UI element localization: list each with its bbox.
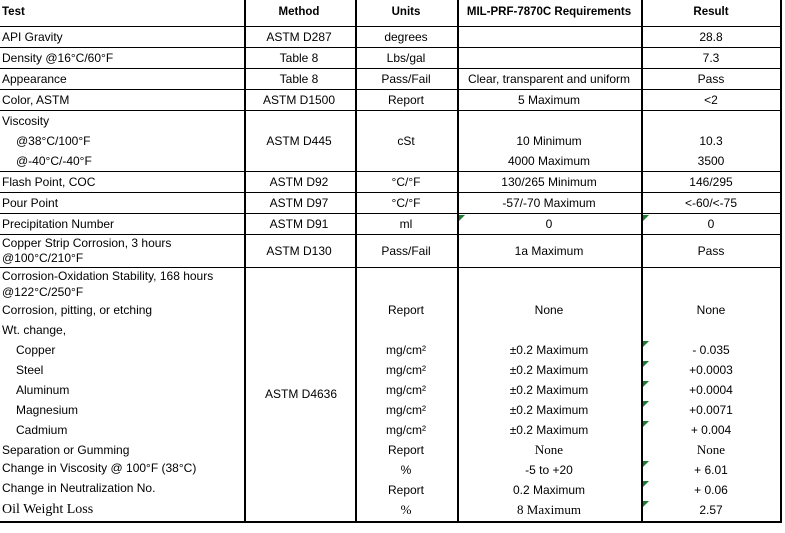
- units-density: Lbs/gal: [386, 51, 426, 65]
- metal-result: +0.0071: [689, 403, 733, 417]
- metal-units: mg/cm²: [386, 343, 426, 357]
- result-flash-point: 146/295: [689, 175, 733, 189]
- units-etching: Report: [387, 303, 425, 317]
- result-visc-change: + 6.01: [694, 463, 728, 477]
- metal-units: mg/cm²: [386, 403, 426, 417]
- units-color: Report: [387, 93, 425, 107]
- cell-marker-icon: [643, 481, 649, 487]
- req-visc-change: -5 to +20: [525, 463, 573, 477]
- cell-marker-icon: [643, 461, 649, 467]
- result-precipitation: 0: [707, 217, 715, 231]
- test-separation: Separation or Gumming: [2, 443, 130, 457]
- method-copper-strip: ASTM D130: [266, 244, 332, 258]
- result-oil-loss: 2.57: [699, 503, 723, 517]
- metal-result: +0.0004: [689, 383, 733, 397]
- row-divider: [0, 234, 782, 235]
- result-api-gravity: 28.8: [699, 30, 723, 44]
- wt-change-label: Wt. change,: [2, 323, 67, 337]
- req-copper-strip: 1a Maximum: [514, 244, 584, 258]
- row-divider: [0, 47, 782, 48]
- metal-name: Magnesium: [16, 403, 79, 417]
- test-oxidation-line-2: @122°C/250°F: [2, 285, 84, 299]
- cell-marker-icon: [643, 501, 649, 507]
- method-api-gravity: ASTM D287: [266, 30, 332, 44]
- header-result: Result: [693, 6, 729, 18]
- test-flash-point: Flash Point, COC: [2, 175, 96, 189]
- method-appearance: Table 8: [279, 72, 319, 86]
- metal-name: Copper: [16, 343, 56, 357]
- req-pour-point: -57/-70 Maximum: [502, 196, 596, 210]
- metal-result: - 0.035: [692, 343, 730, 357]
- units-appearance: Pass/Fail: [381, 72, 431, 86]
- cell-marker-icon: [459, 215, 465, 221]
- method-oxidation: ASTM D4636: [264, 387, 338, 401]
- row-divider: [0, 68, 782, 69]
- row-divider: [0, 213, 782, 214]
- req-viscosity-1: 10 Minimum: [516, 134, 582, 148]
- test-copper-strip-line-1: Copper Strip Corrosion, 3 hours: [2, 236, 172, 250]
- row-divider: [0, 110, 782, 111]
- req-separation: None: [534, 442, 564, 457]
- units-oil-loss: %: [400, 502, 412, 517]
- units-pour-point: °C/°F: [391, 196, 421, 210]
- row-divider: [0, 267, 782, 268]
- method-density: Table 8: [279, 51, 319, 65]
- units-precipitation: ml: [399, 217, 413, 231]
- metal-name: Cadmium: [16, 423, 68, 437]
- metal-units: mg/cm²: [386, 423, 426, 437]
- units-visc-change: %: [400, 463, 412, 477]
- test-neut-change: Change in Neutralization No.: [2, 481, 156, 495]
- metal-req: ±0.2 Maximum: [509, 423, 589, 437]
- column-divider: [244, 0, 246, 522]
- result-appearance: Pass: [697, 72, 725, 86]
- row-divider: [0, 89, 782, 90]
- req-flash-point: 130/265 Minimum: [501, 175, 597, 189]
- row-divider: [0, 171, 782, 172]
- req-appearance: Clear, transparent and uniform: [467, 72, 631, 86]
- units-separation: Report: [387, 443, 425, 457]
- metal-req: ±0.2 Maximum: [509, 343, 589, 357]
- row-divider: [0, 26, 782, 27]
- result-density: 7.3: [702, 51, 720, 65]
- viscosity-sub-label-1: @38°C/100°F: [16, 134, 91, 148]
- result-viscosity-1: 10.3: [699, 134, 723, 148]
- test-color: Color, ASTM: [2, 93, 70, 107]
- cell-marker-icon: [643, 381, 649, 387]
- req-color: 5 Maximum: [517, 93, 581, 107]
- table-bottom-border: [0, 521, 782, 523]
- column-divider: [641, 0, 643, 522]
- column-divider: [780, 0, 782, 522]
- cell-marker-icon: [643, 215, 649, 221]
- column-divider: [457, 0, 459, 522]
- result-pour-point: <-60/<-75: [684, 196, 738, 210]
- test-copper-strip-line-2: @100°C/210°F: [2, 251, 84, 265]
- result-viscosity-2: 3500: [697, 154, 725, 168]
- metal-units: mg/cm²: [386, 383, 426, 397]
- cell-marker-icon: [643, 361, 649, 367]
- cell-marker-icon: [643, 401, 649, 407]
- req-viscosity-2: 4000 Maximum: [507, 154, 591, 168]
- column-divider: [355, 0, 357, 522]
- method-flash-point: ASTM D92: [269, 175, 329, 189]
- metal-result: +0.0003: [689, 363, 733, 377]
- result-separation: None: [696, 442, 726, 457]
- method-color: ASTM D1500: [262, 93, 336, 107]
- test-density: Density @16°C/60°F: [2, 51, 114, 65]
- method-viscosity: ASTM D445: [266, 134, 332, 148]
- header-method: Method: [278, 6, 320, 18]
- metal-result: + 0.004: [690, 423, 732, 437]
- test-pour-point: Pour Point: [2, 196, 59, 210]
- header-requirements: MIL-PRF-7870C Requirements: [466, 6, 632, 18]
- viscosity-sub-label-2: @-40°C/-40°F: [16, 154, 92, 168]
- test-oxidation-line-1: Corrosion-Oxidation Stability, 168 hours: [2, 269, 214, 283]
- cell-marker-icon: [643, 341, 649, 347]
- metal-name: Aluminum: [16, 383, 70, 397]
- row-divider: [0, 192, 782, 193]
- result-color: <2: [704, 93, 718, 107]
- units-flash-point: °C/°F: [391, 175, 421, 189]
- units-copper-strip: Pass/Fail: [381, 244, 431, 258]
- metal-units: mg/cm²: [386, 363, 426, 377]
- test-appearance: Appearance: [2, 72, 67, 86]
- metal-req: ±0.2 Maximum: [509, 403, 589, 417]
- units-neut-change: Report: [387, 483, 425, 497]
- req-precipitation: 0: [545, 217, 553, 231]
- header-test: Test: [2, 6, 25, 18]
- method-pour-point: ASTM D97: [269, 196, 329, 210]
- test-visc-change: Change in Viscosity @ 100°F (38°C): [2, 461, 197, 475]
- test-api-gravity: API Gravity: [2, 30, 63, 44]
- result-copper-strip: Pass: [697, 244, 725, 258]
- method-precipitation: ASTM D91: [269, 217, 329, 231]
- req-neut-change: 0.2 Maximum: [512, 483, 586, 497]
- cell-marker-icon: [643, 421, 649, 427]
- test-etching: Corrosion, pitting, or etching: [2, 303, 153, 317]
- test-viscosity: Viscosity: [2, 114, 50, 128]
- metal-req: ±0.2 Maximum: [509, 383, 589, 397]
- metal-name: Steel: [16, 363, 44, 377]
- metal-req: ±0.2 Maximum: [509, 363, 589, 377]
- units-api-gravity: degrees: [384, 30, 428, 44]
- req-oil-loss: 8 Maximum: [517, 502, 581, 517]
- test-oil-loss: Oil Weight Loss: [2, 502, 94, 517]
- header-units: Units: [391, 6, 421, 18]
- result-neut-change: + 0.06: [694, 483, 728, 497]
- req-etching: None: [534, 303, 564, 317]
- test-precipitation: Precipitation Number: [2, 217, 115, 231]
- result-etching: None: [696, 303, 726, 317]
- units-viscosity: cSt: [397, 134, 415, 148]
